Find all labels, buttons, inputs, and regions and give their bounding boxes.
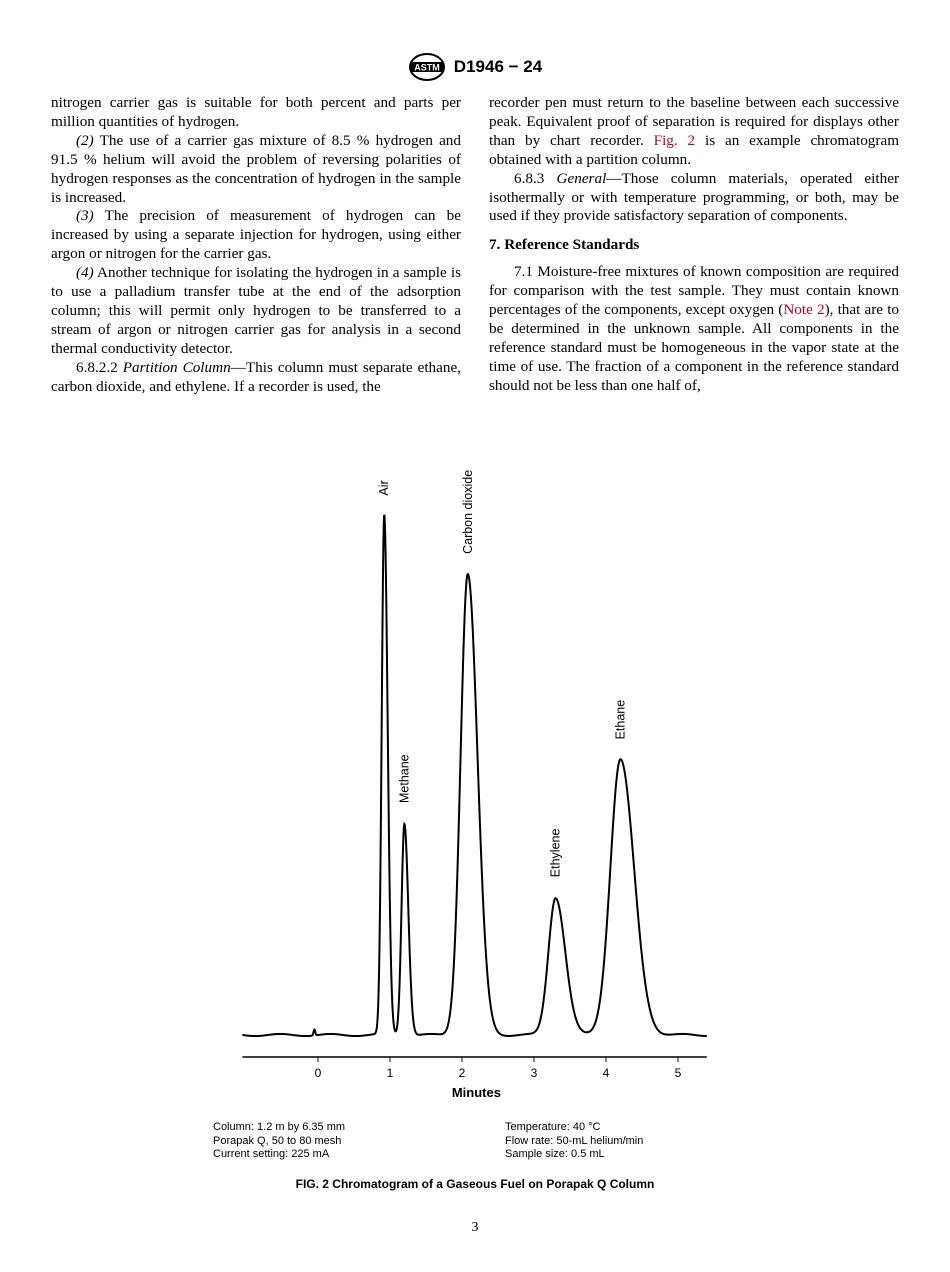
figure-caption: FIG. 2 Chromatogram of a Gaseous Fuel on Porapak Q Column [295, 1177, 655, 1191]
paragraph: 6.8.3 General—Those column materials, operated either isothermally or with temperature programming, or both, may be used if they provide satisfactory separation of components. [489, 169, 900, 225]
param-line: Porapak Q, 50 to 80 mesh [213, 1134, 342, 1147]
x-axis-label: Minutes [451, 1085, 501, 1100]
chart-params-left [213, 1121, 345, 1162]
paragraph: (4) Another technique for isolating the hydrogen in a sample is to use a palladium transfer tube at the end of the adsorption column; this will permit only hydrogen to be transferred to a stream of argon or nitrogen carrier gas for analysis in a second thermal conductivity detector. [51, 264, 461, 357]
fig-2-link[interactable]: Fig. 2 [653, 131, 696, 149]
paragraph: 7.1 Moisture-free mixtures of known composition are required for comparison with the test sample. They must contain known percentages of the components, except oxygen (Note 2), that are to be determined in the unknown sample. All components in the reference standard must be homogeneous in the vapor state at the time of use. The fraction of a component in the reference standard should not be less than one half of, [489, 263, 900, 394]
chromatogram-trace [242, 515, 706, 1036]
x-tick-label: 5 [674, 1066, 682, 1080]
chromatogram-chart [0, 420, 950, 1110]
section-title: 7. Reference Standards [489, 236, 640, 254]
right-column [489, 94, 899, 396]
peak-label: Air [377, 480, 392, 496]
peak-label: Methane [397, 754, 412, 803]
peak-label: Carbon dioxide [460, 469, 475, 554]
paragraph: (3) The precision of measurement of hydrogen can be increased by using a separate injection for hydrogen, using either argon or nitrogen for the carrier gas. [51, 207, 461, 263]
peak-label: Ethylene [548, 828, 563, 878]
paragraph: 6.8.2.2 Partition Column—This column must separate ethane, carbon dioxide, and ethylene. If a recorder is used, the [51, 358, 462, 395]
x-tick-label: 4 [602, 1066, 610, 1080]
param-line: Flow rate: 50-mL helium/min [505, 1134, 644, 1147]
document-id: D1946 − 24 [453, 57, 543, 76]
x-tick-label: 0 [314, 1066, 322, 1080]
paragraph: (2) The use of a carrier gas mixture of 8.5 % hydrogen and 91.5 % helium will avoid the problem of reversing polarities of hydrogen responses as the concentration of hydrogen in the sample is increased. [51, 131, 461, 206]
peak-label: Ethane [613, 699, 628, 740]
param-line: Sample size: 0.5 mL [505, 1148, 605, 1160]
paragraph: nitrogen carrier gas is suitable for both percent and parts per million quantities of hydrogen. [51, 94, 461, 130]
page-header [0, 52, 950, 82]
left-column [51, 94, 461, 397]
param-line: Column: 1.2 m by 6.35 mm [213, 1121, 346, 1133]
param-line: Temperature: 40 °C [505, 1121, 601, 1133]
note-2-link[interactable]: Note 2 [783, 301, 825, 319]
svg-text:ASTM: ASTM [414, 62, 440, 73]
x-tick-label: 1 [386, 1066, 394, 1080]
x-tick-label: 3 [530, 1066, 538, 1080]
paragraph: recorder pen must return to the baseline between each successive peak. Equivalent proof of separation is required for displays other than by chart recorder. Fig. 2 is an example chromatogram obtained with a partition column. [489, 94, 900, 168]
x-tick-label: 2 [458, 1066, 466, 1080]
chart-params-right [505, 1121, 643, 1162]
astm-logo-icon [408, 52, 446, 82]
param-line: Current setting: 225 mA [213, 1148, 330, 1160]
page-number: 3 [471, 1220, 479, 1235]
